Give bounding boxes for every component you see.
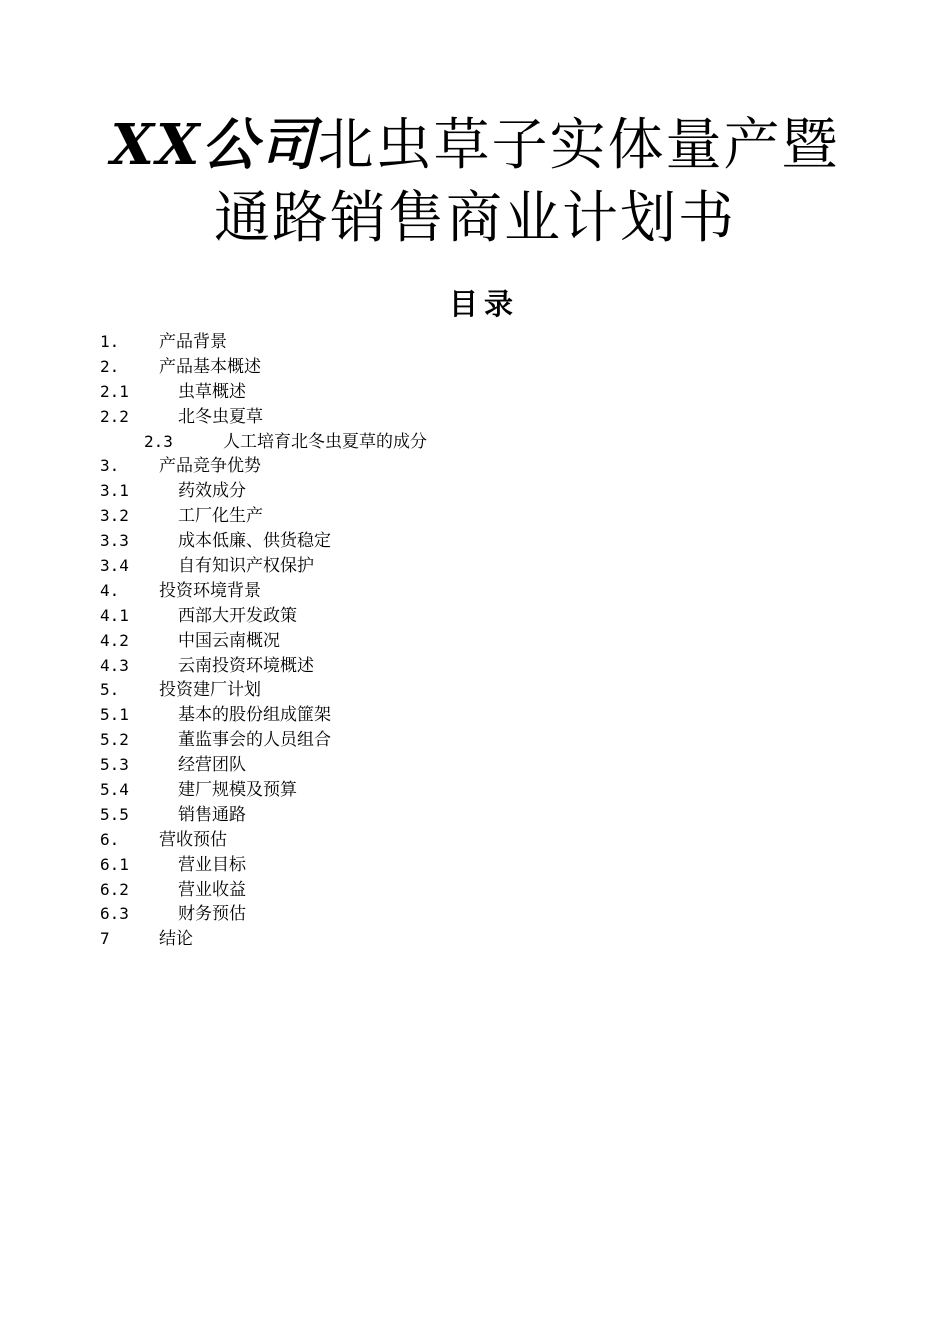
toc-entry-title: 北冬虫夏草: [178, 406, 263, 427]
toc-entry-number: 7: [100, 929, 110, 949]
toc-entry[interactable]: [100, 504, 920, 529]
toc-heading: 目录: [448, 287, 519, 321]
toc-entry-number: 6.3: [100, 904, 129, 924]
toc-entry-number: 5.2: [100, 730, 129, 750]
toc-entry-title: 营收预估: [159, 829, 227, 850]
toc-entry[interactable]: [100, 853, 920, 878]
toc-entry[interactable]: [100, 454, 920, 479]
toc-entry-title: 产品基本概述: [159, 356, 261, 377]
toc-entry-title: 西部大开发政策: [178, 605, 297, 626]
toc-entry-title: 工厂化生产: [178, 506, 263, 527]
toc-entry-number: 6.2: [100, 879, 129, 899]
toc-entry-title: 虫草概述: [178, 381, 246, 402]
toc-entry-number: 6.1: [100, 854, 129, 874]
toc-entry[interactable]: [100, 355, 920, 380]
toc-entry-title: 产品背景: [159, 332, 227, 352]
toc-entry[interactable]: [100, 405, 920, 430]
toc-entry-number: 3.1: [100, 481, 129, 501]
toc-entry-number: 2.: [100, 356, 120, 376]
toc-entry-title: 投资建厂计划: [159, 680, 261, 701]
toc-entry-number: 4.1: [100, 605, 129, 625]
toc-entry[interactable]: [100, 703, 920, 728]
toc-entry-title: 中国云南概况: [178, 630, 280, 651]
toc-entry[interactable]: [100, 753, 920, 778]
toc-entry-title: 药效成分: [178, 481, 246, 502]
toc-entry[interactable]: [100, 330, 920, 355]
toc-entry-number: 2.2: [100, 406, 129, 426]
toc-entry[interactable]: [100, 604, 920, 629]
toc-entry[interactable]: [100, 927, 920, 952]
toc-entry-number: 4.: [100, 580, 120, 600]
toc-entry-title: 成本低廉、供货稳定: [178, 531, 331, 552]
toc-entry-number: 3.2: [100, 506, 129, 526]
toc-entry-title: 基本的股份组成篚架: [178, 705, 331, 726]
toc-entry-number: 5.1: [100, 705, 129, 725]
toc-entry-title: 人工培育北冬虫夏草的成分: [223, 431, 427, 452]
toc-entry-number: 3.3: [100, 531, 129, 551]
toc-entry-title: 销售通路: [178, 804, 246, 825]
toc-entry[interactable]: [100, 828, 920, 853]
toc-entry-number: 5.3: [100, 755, 129, 775]
toc-entry[interactable]: [100, 902, 920, 927]
toc-entry-number: 3.: [100, 456, 120, 476]
toc-entry-title: 经营团队: [178, 755, 246, 776]
toc-entry-title: 董监事会的人员组合: [178, 730, 331, 751]
toc-entry-number: 2.3: [144, 431, 173, 451]
toc-entry[interactable]: [100, 878, 920, 903]
toc-entry[interactable]: [100, 554, 920, 579]
toc-entry[interactable]: [100, 380, 920, 405]
toc-entry-title: 财务预估: [178, 904, 246, 925]
toc-entry-number: 4.3: [100, 655, 129, 675]
toc-entry[interactable]: [100, 778, 920, 803]
document-title-line-2: 通路销售商业计划书: [214, 186, 736, 251]
toc-entry-number: 5.4: [100, 780, 129, 800]
toc-entry[interactable]: [100, 529, 920, 554]
toc-entry-title: 投资环境背景: [159, 580, 261, 601]
document-title-line-1: [0, 108, 950, 183]
toc-entry-number: 3.4: [100, 556, 129, 576]
toc-entry-title: 建厂规模及预算: [178, 780, 297, 801]
toc-entry-title: 云南投资环境概述: [178, 655, 314, 676]
title-line-1-text: 北虫草子实体量产暨: [317, 113, 840, 178]
toc-entry[interactable]: [100, 803, 920, 828]
table-of-contents: [100, 330, 920, 952]
toc-entry-title: 结论: [159, 929, 193, 950]
toc-entry-number: 2.1: [100, 381, 129, 401]
toc-entry-title: 营业收益: [178, 879, 246, 900]
toc-entry-title: 产品竞争优势: [159, 456, 261, 477]
toc-entry-number: 5.: [100, 680, 120, 700]
toc-entry[interactable]: [100, 654, 920, 679]
toc-entry-title: 营业目标: [178, 854, 246, 875]
toc-entry[interactable]: [100, 728, 920, 753]
toc-entry[interactable]: [100, 479, 920, 504]
toc-entry[interactable]: [100, 430, 920, 455]
toc-entry-title: 自有知识产权保护: [178, 556, 314, 577]
toc-entry-number: 4.2: [100, 630, 129, 650]
toc-entry-number: 1.: [100, 332, 120, 351]
company-name: XX公司: [110, 112, 318, 178]
toc-entry[interactable]: [100, 678, 920, 703]
toc-entry-number: 5.5: [100, 804, 129, 824]
toc-entry[interactable]: [100, 579, 920, 604]
toc-entry[interactable]: [100, 629, 920, 654]
toc-entry-number: 6.: [100, 829, 120, 849]
